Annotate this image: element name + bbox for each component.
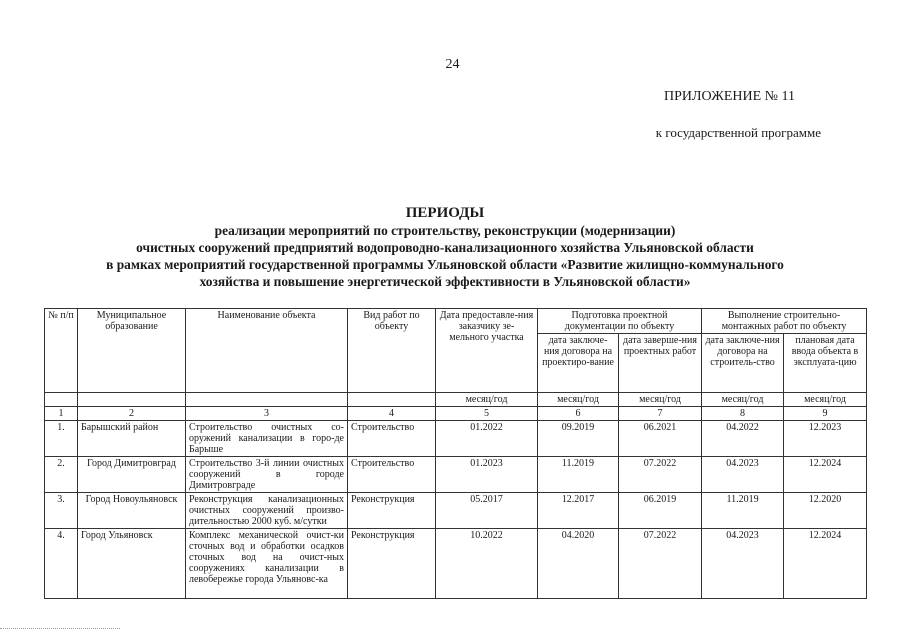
row-work-type: Реконструкция — [348, 529, 436, 599]
table-row — [45, 529, 867, 599]
row-build-contract: 04.2023 — [702, 457, 784, 493]
header-build-contract: дата заключе-ния договора на строитель-ство — [702, 334, 784, 393]
row-municipality: Барышский район — [78, 421, 186, 457]
column-number: 6 — [538, 407, 619, 421]
row-design-complete: 06.2019 — [619, 493, 702, 529]
table-row — [45, 421, 867, 457]
table-row — [45, 493, 867, 529]
table-row — [45, 457, 867, 493]
document-heading — [30, 205, 860, 290]
appendix-subtitle: к государственной программе — [655, 125, 821, 140]
row-design-contract: 04.2020 — [538, 529, 619, 599]
row-land-date: 01.2023 — [436, 457, 538, 493]
header-work-type: Вид работ по объекту — [348, 309, 436, 393]
row-build-contract: 04.2023 — [702, 529, 784, 599]
table-header-row — [45, 309, 867, 334]
row-design-contract: 09.2019 — [538, 421, 619, 457]
row-design-complete: 06.2021 — [619, 421, 702, 457]
header-design-contract: дата заключе-ния договора на проектиро-вание — [538, 334, 619, 393]
row-object: Строительство 3-й линии очистных сооружений в городе Димитровграде — [186, 457, 348, 493]
column-number: 8 — [702, 407, 784, 421]
header-build-group: Выполнение строительно-монтажных работ по объекту — [702, 309, 867, 334]
row-num: 3. — [45, 493, 78, 529]
header-object: Наименование объекта — [186, 309, 348, 393]
row-commission: 12.2024 — [784, 529, 867, 599]
heading-title: ПЕРИОДЫ — [405, 205, 485, 221]
row-object: Строительство очистных со-оружений канализации в горо-де Барыше — [186, 421, 348, 457]
column-number: 1 — [45, 407, 78, 421]
row-num: 4. — [45, 529, 78, 599]
periods-table — [44, 308, 867, 599]
unit-cell: месяц/год — [619, 393, 702, 407]
unit-cell: месяц/год — [702, 393, 784, 407]
row-design-complete: 07.2022 — [619, 529, 702, 599]
row-land-date: 10.2022 — [436, 529, 538, 599]
row-commission: 12.2024 — [784, 457, 867, 493]
appendix-title: ПРИЛОЖЕНИЕ № 11 — [664, 89, 795, 104]
header-municipality: Муниципальное образование — [78, 309, 186, 393]
row-land-date: 01.2022 — [436, 421, 538, 457]
heading-line: в рамках мероприятий государственной программы Ульяновской области «Развитие жилищно-коммунального — [106, 257, 784, 272]
row-municipality: Город Димитровград — [78, 457, 186, 493]
scan-edge-dots — [0, 628, 120, 629]
row-work-type: Строительство — [348, 421, 436, 457]
row-build-contract: 04.2022 — [702, 421, 784, 457]
row-municipality: Город Новоульяновск — [78, 493, 186, 529]
column-number: 7 — [619, 407, 702, 421]
row-build-contract: 11.2019 — [702, 493, 784, 529]
page-number: 24 — [445, 57, 460, 72]
row-work-type: Строительство — [348, 457, 436, 493]
row-object: Комплекс механической очист-ки сточных вод и обработки осадков сточных вод на очист-ных сооружениях канализации в левобережье города Ульяновс-ка — [186, 529, 348, 599]
row-municipality: Город Ульяновск — [78, 529, 186, 599]
row-work-type: Реконструкция — [348, 493, 436, 529]
header-design-complete: дата заверше-ния проектных работ — [619, 334, 702, 393]
header-land-date: Дата предоставле-ния заказчику зе-мельного участка — [436, 309, 538, 393]
header-design-group: Подготовка проектной документации по объекту — [538, 309, 702, 334]
column-number-row — [45, 407, 867, 421]
row-design-complete: 07.2022 — [619, 457, 702, 493]
row-num: 2. — [45, 457, 78, 493]
header-commission: плановая дата ввода объекта в эксплуата-цию — [784, 334, 867, 393]
column-number: 2 — [78, 407, 186, 421]
heading-line: очистных сооружений предприятий водопроводно-канализационного хозяйства Ульяновской области — [136, 240, 754, 255]
row-commission: 12.2023 — [784, 421, 867, 457]
heading-line: хозяйства и повышение энергетической эффективности в Ульяновской области» — [199, 274, 691, 289]
row-design-contract: 11.2019 — [538, 457, 619, 493]
header-num: № п/п — [45, 309, 78, 393]
column-number: 5 — [436, 407, 538, 421]
unit-row — [45, 393, 867, 407]
unit-cell: месяц/год — [784, 393, 867, 407]
unit-cell: месяц/год — [436, 393, 538, 407]
heading-line: реализации мероприятий по строительству, реконструкции (модернизации) — [214, 223, 676, 238]
row-num: 1. — [45, 421, 78, 457]
column-number: 9 — [784, 407, 867, 421]
unit-cell: месяц/год — [538, 393, 619, 407]
column-number: 4 — [348, 407, 436, 421]
row-land-date: 05.2017 — [436, 493, 538, 529]
column-number: 3 — [186, 407, 348, 421]
row-design-contract: 12.2017 — [538, 493, 619, 529]
row-object: Реконструкция канализационных очистных сооружений произво-дительностью 2000 куб. м/сутки — [186, 493, 348, 529]
row-commission: 12.2020 — [784, 493, 867, 529]
